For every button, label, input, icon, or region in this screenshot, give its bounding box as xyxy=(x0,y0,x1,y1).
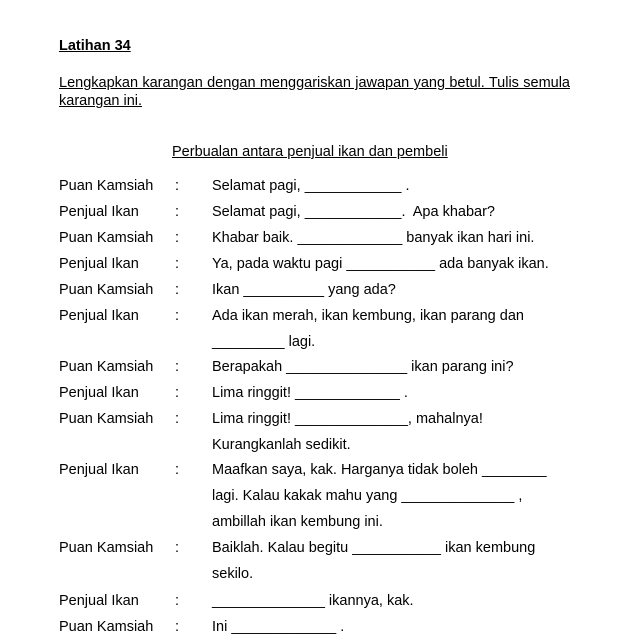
speaker-name: Puan Kamsiah xyxy=(59,540,154,556)
speaker-name: Penjual Ikan xyxy=(59,256,139,272)
speaker-name: Puan Kamsiah xyxy=(59,178,154,194)
dialogue-line: ambillah ikan kembung ini. xyxy=(212,514,383,530)
speaker-name: Puan Kamsiah xyxy=(59,230,154,246)
speaker-name: Puan Kamsiah xyxy=(59,619,154,635)
speaker-name: Puan Kamsiah xyxy=(59,282,154,298)
dialogue-line: _________ lagi. xyxy=(212,334,316,350)
speaker-colon: : xyxy=(175,385,180,401)
dialogue-line: ______________ ikannya, kak. xyxy=(212,593,414,609)
dialogue-line: Selamat pagi, ____________. Apa khabar? xyxy=(212,204,495,220)
speaker-name: Penjual Ikan xyxy=(59,593,139,609)
speaker-colon: : xyxy=(175,411,180,427)
dialogue-line: Lima ringgit! _____________ . xyxy=(212,385,408,401)
speaker-name: Penjual Ikan xyxy=(59,462,139,478)
speaker-colon: : xyxy=(175,462,180,478)
dialogue-line: lagi. Kalau kakak mahu yang ______________ , xyxy=(212,488,523,504)
speaker-name: Puan Kamsiah xyxy=(59,411,154,427)
speaker-name: Penjual Ikan xyxy=(59,385,139,401)
dialogue-line: Ikan __________ yang ada? xyxy=(212,282,396,298)
speaker-name: Puan Kamsiah xyxy=(59,359,154,375)
speaker-name: Penjual Ikan xyxy=(59,204,139,220)
speaker-name: Penjual Ikan xyxy=(59,308,139,324)
speaker-colon: : xyxy=(175,619,180,635)
dialogue-line: Kurangkanlah sedikit. xyxy=(212,437,351,453)
speaker-colon: : xyxy=(175,230,180,246)
dialogue-line: Baiklah. Kalau begitu ___________ ikan kembung xyxy=(212,540,536,556)
dialogue-line: Khabar baik. _____________ banyak ikan hari ini. xyxy=(212,230,535,246)
speaker-colon: : xyxy=(175,359,180,375)
dialogue-line: Ya, pada waktu pagi ___________ ada banyak ikan. xyxy=(212,256,549,272)
speaker-colon: : xyxy=(175,256,180,272)
dialogue-subtitle: Perbualan antara penjual ikan dan pembeli xyxy=(172,144,448,160)
speaker-colon: : xyxy=(175,540,180,556)
dialogue-line: Ini _____________ . xyxy=(212,619,345,635)
dialogue-line: Selamat pagi, ____________ . xyxy=(212,178,410,194)
exercise-title: Latihan 34 xyxy=(59,38,131,54)
speaker-colon: : xyxy=(175,204,180,220)
speaker-colon: : xyxy=(175,178,180,194)
dialogue-line: Lima ringgit! ______________, mahalnya! xyxy=(212,411,483,427)
instruction-text: Lengkapkan karangan dengan menggariskan jawapan yang betul. Tulis semula karangan ini. xyxy=(59,75,570,109)
dialogue-line: Berapakah _______________ ikan parang ini? xyxy=(212,359,514,375)
speaker-colon: : xyxy=(175,593,180,609)
dialogue-line: Ada ikan merah, ikan kembung, ikan parang dan xyxy=(212,308,524,324)
dialogue-line: sekilo. xyxy=(212,566,254,582)
speaker-colon: : xyxy=(175,282,180,298)
speaker-colon: : xyxy=(175,308,180,324)
dialogue-line: Maafkan saya, kak. Harganya tidak boleh ________ xyxy=(212,462,547,478)
